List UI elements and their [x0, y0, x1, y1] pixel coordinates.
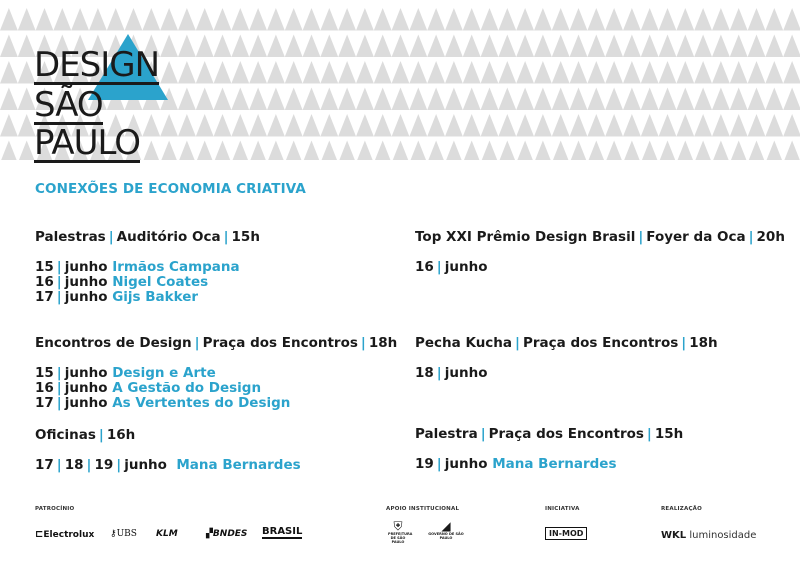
- brasil-logo: BRASIL: [262, 526, 303, 537]
- prefeitura-logo: ⛨ PREFEITURA DE SÃO PAULO: [388, 519, 413, 544]
- list-item: 18 | junho: [415, 365, 488, 381]
- page-subtitle: CONEXÕES DE ECONOMIA CRIATIVA: [35, 181, 306, 197]
- event-palestras: [35, 230, 260, 305]
- event-encontros: [35, 336, 397, 411]
- list-item: 17 | junho As Vertentes do Design: [35, 395, 291, 411]
- list-item: 17 | junho Gijs Bakker: [35, 289, 199, 305]
- governo-sp-logo: ◢ GOVERNO DE SÃO PAULO: [428, 519, 464, 540]
- logo: [0, 0, 180, 165]
- electrolux-mark-icon: ⊏: [35, 529, 44, 540]
- logo-line-paulo: PAULO: [34, 123, 140, 163]
- list-item: 17 | 18 | 19 | junho Mana Bernardes: [35, 457, 301, 473]
- sp-map-icon: ◢: [441, 519, 451, 533]
- electrolux-logo: ⊏Electrolux: [35, 529, 95, 540]
- in-mod-logo: IN-MOD: [545, 527, 587, 540]
- list-item: 16 | junho A Gestão do Design: [35, 380, 262, 396]
- footer-label-apoio: APOIO INSTITUCIONAL: [386, 506, 460, 512]
- list-item: 15 | junho Irmãos Campana: [35, 259, 240, 275]
- ubs-logo: ⚷UBS: [110, 529, 137, 539]
- event-heading: Oficinas | 16h: [35, 427, 136, 443]
- event-oficinas: [35, 428, 301, 473]
- bndes-mark-icon: ▞: [206, 529, 213, 539]
- bndes-logo: ▞BNDES: [206, 529, 248, 539]
- event-premio: [415, 230, 785, 275]
- footer-label-patrocinio: PATROCÍNIO: [35, 506, 75, 512]
- event-heading: Palestras | Auditório Oca | 15h: [35, 229, 260, 245]
- footer-label-iniciativa: INICIATIVA: [545, 506, 580, 512]
- ubs-keys-icon: ⚷: [110, 529, 117, 539]
- logo-line-sao: SÃO: [34, 85, 103, 125]
- list-item: 16 | junho Nigel Coates: [35, 274, 209, 290]
- wkl-luminosidade-logo: WKL luminosidade: [661, 530, 757, 541]
- list-item: 15 | junho Design e Arte: [35, 365, 216, 381]
- list-item: 16 | junho: [415, 259, 488, 275]
- logo-line-design: DESIGN: [34, 45, 160, 85]
- event-pecha-kucha: [415, 336, 718, 381]
- footer-label-realizacao: REALIZAÇÃO: [661, 506, 703, 512]
- klm-logo: KLM: [156, 529, 178, 539]
- event-heading: Encontros de Design | Praça dos Encontros | 18h: [35, 335, 398, 351]
- event-heading: Top XXI Prêmio Design Brasil | Foyer da Oca | 20h: [415, 229, 785, 245]
- list-item: 19 | junho Mana Bernardes: [415, 456, 617, 472]
- coat-of-arms-icon: ⛨: [393, 519, 403, 533]
- event-palestra: [415, 427, 683, 472]
- event-heading: Palestra | Praça dos Encontros | 15h: [415, 426, 684, 442]
- event-heading: Pecha Kucha | Praça dos Encontros | 18h: [415, 335, 718, 351]
